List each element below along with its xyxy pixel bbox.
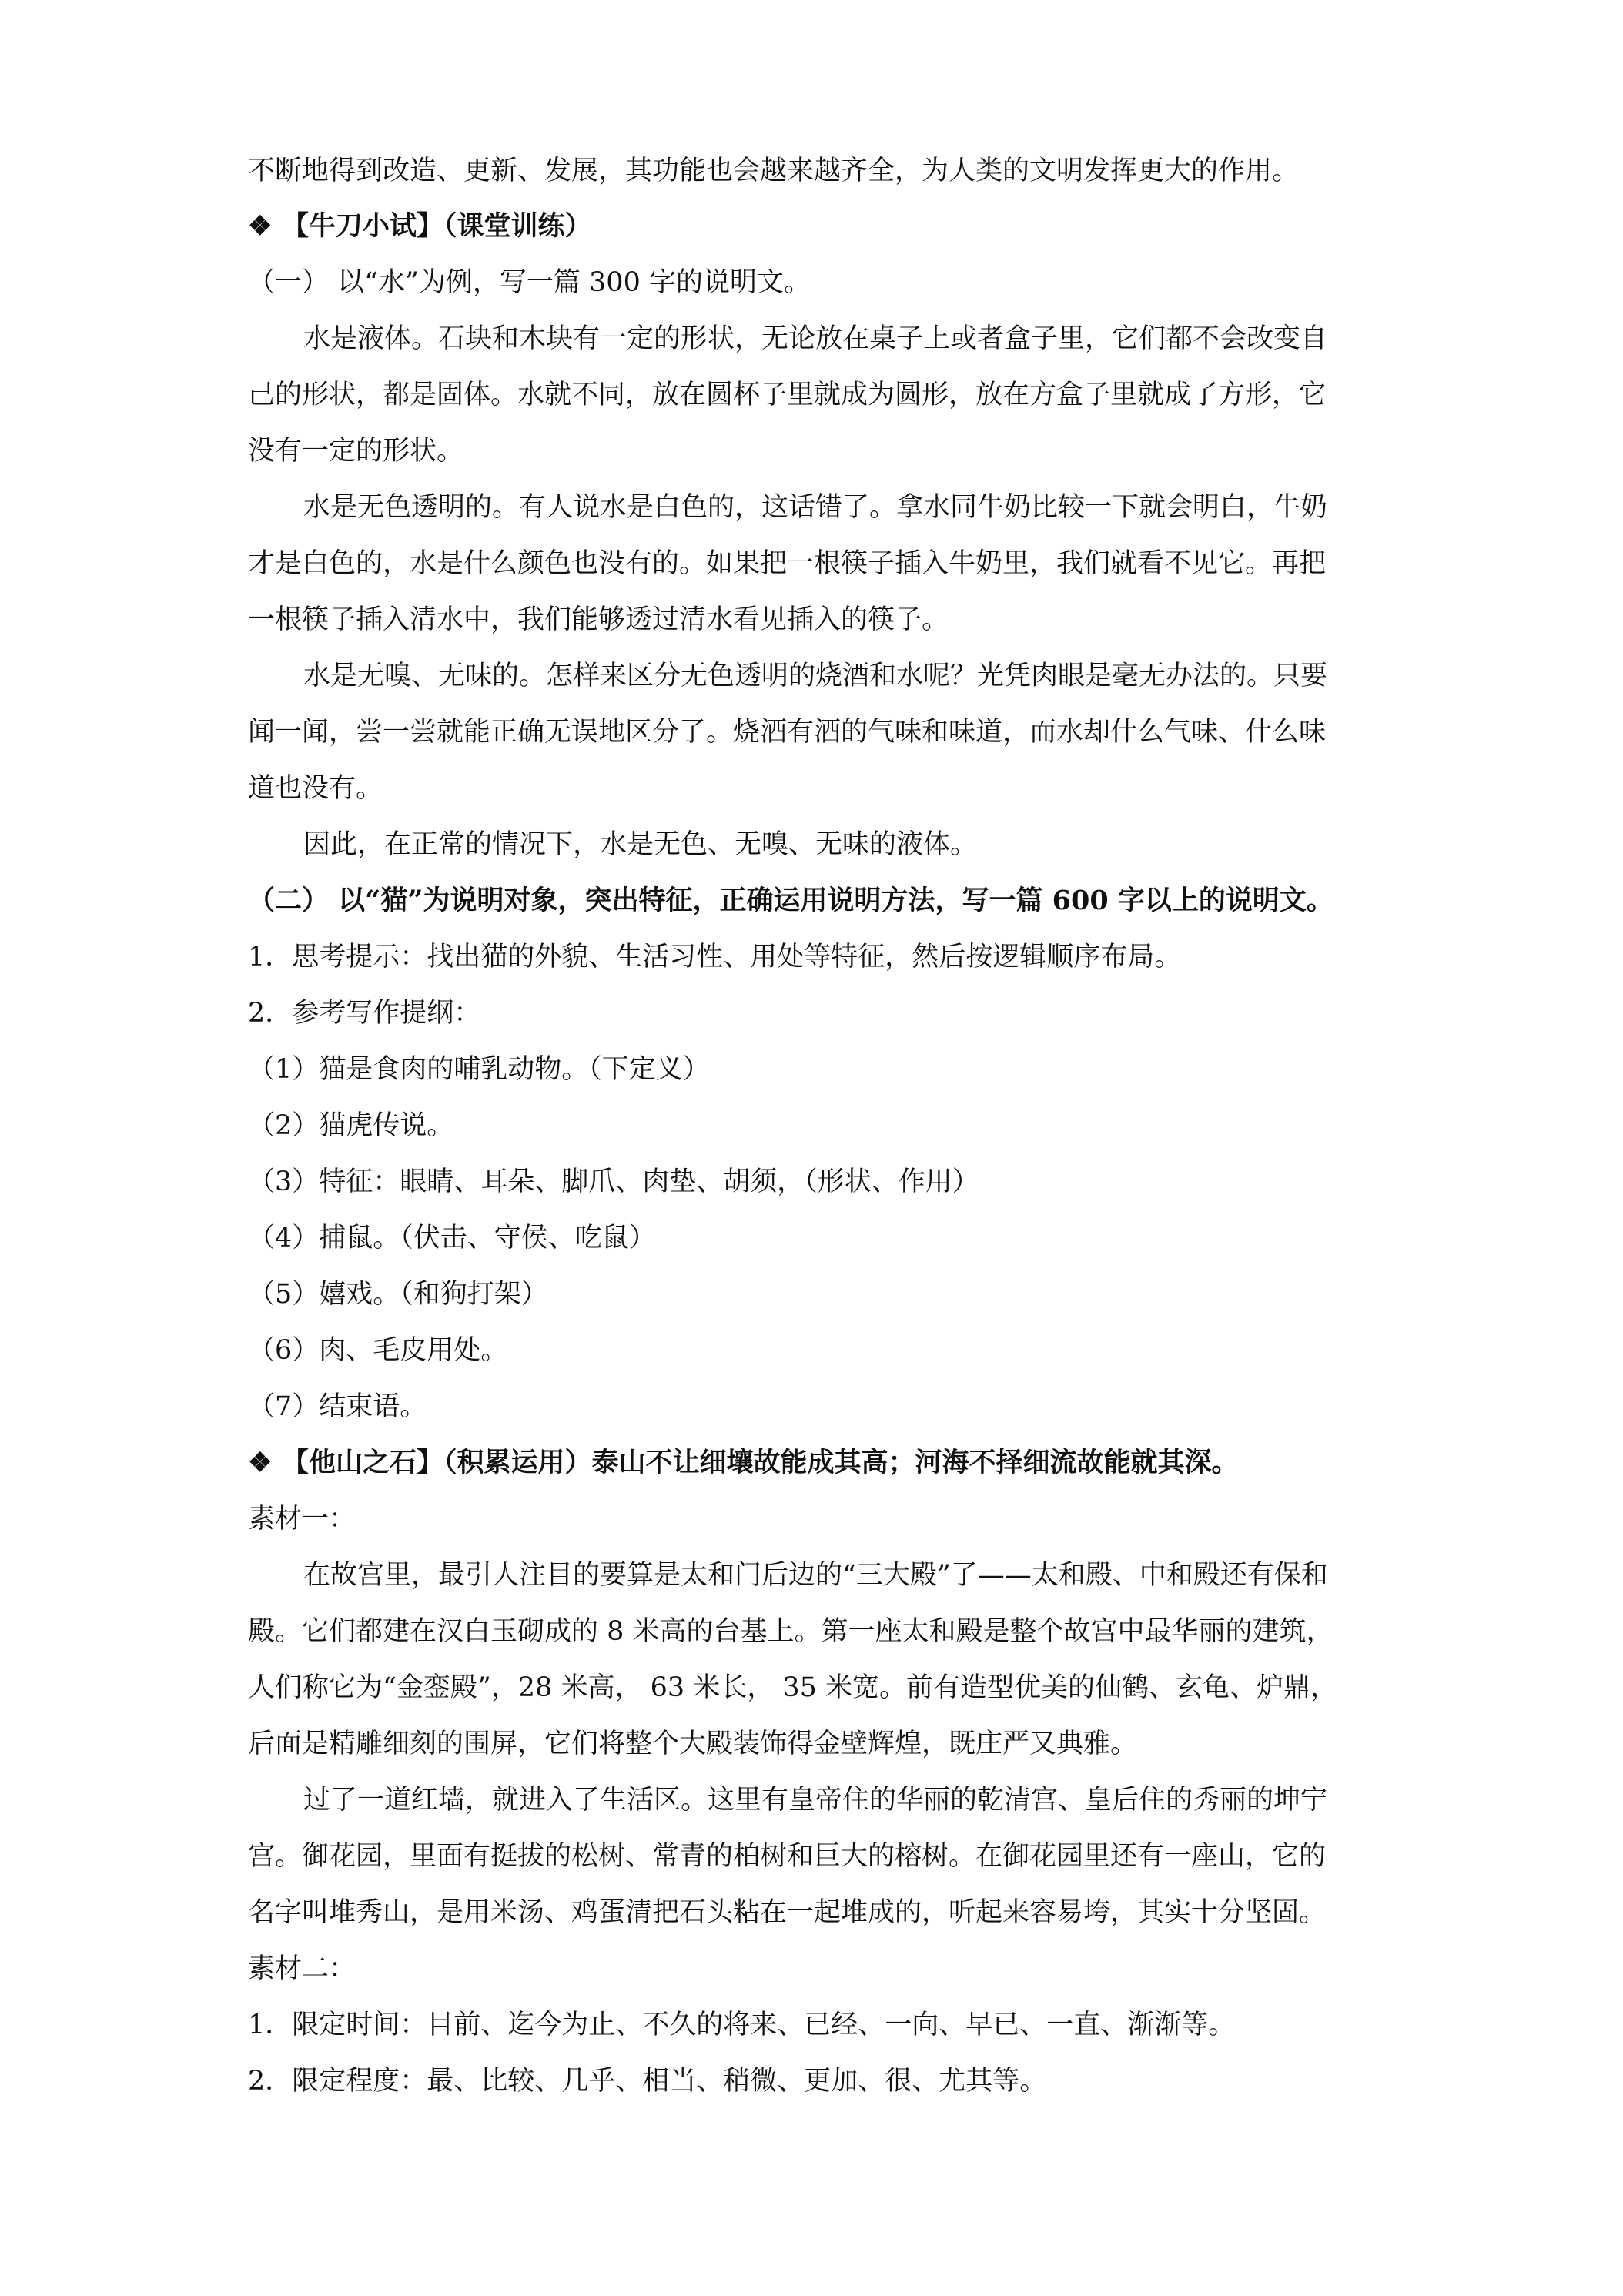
exercise-two-title: （二） 以“猫”为说明对象，突出特征，正确运用说明方法，写一篇 600 字以上的说明文。 xyxy=(248,885,1334,916)
outline-item: （5）嬉戏。（和狗打架） xyxy=(248,1279,548,1310)
exercise-one-title: （一） 以“水”为例，写一篇 300 字的说明文。 xyxy=(248,267,811,298)
text-line: 一根筷子插入清水中，我们能够透过清水看见插入的筷子。 xyxy=(248,604,949,635)
text-line: 道也没有。 xyxy=(248,773,383,804)
material-label: 素材二： xyxy=(248,1953,356,1984)
text-line: 闻一闻，尝一尝就能正确无误地区分了。烧酒有酒的气味和味道，而水却什么气味、什么味 xyxy=(248,717,1327,748)
material-label: 素材一： xyxy=(248,1504,356,1535)
text-line: 己的形状，都是固体。水就不同，放在圆杯子里就成为圆形，放在方盒子里就成了方形，它 xyxy=(248,380,1327,410)
list-item: 2．限定程度：最、比较、几乎、相当、稍微、更加、很、尤其等。 xyxy=(248,2066,1047,2097)
section-heading-tashan xyxy=(248,1444,1403,1482)
text-line: 因此，在正常的情况下，水是无色、无嗅、无味的液体。 xyxy=(303,829,978,860)
text-line: 过了一道红墙，就进入了生活区。这里有皇帝住的华丽的乾清宫、皇后住的秀丽的坤宁 xyxy=(303,1785,1328,1816)
text-line: 水是无嗅、无味的。怎样来区分无色透明的烧酒和水呢？光凭肉眼是毫无办法的。只要 xyxy=(303,661,1328,691)
diamond-bullet-icon: ❖ xyxy=(248,1447,273,1478)
text-line: 名字叫堆秀山，是用米汤、鸡蛋清把石头粘在一起堆成的，听起来容易垮，其实十分坚固。 xyxy=(248,1897,1327,1928)
text-line: 殿。它们都建在汉白玉砌成的 8 米高的台基上。第一座太和殿是整个故宫中最华丽的建筑， xyxy=(248,1616,1334,1647)
paragraph-continuation: 不断地得到改造、更新、发展，其功能也会越来越齐全，为人类的文明发挥更大的作用。 xyxy=(248,156,1300,186)
text-line: 后面是精雕细刻的围屏，它们将整个大殿装饰得金壁辉煌，既庄严又典雅。 xyxy=(248,1729,1138,1759)
list-item: 2．参考写作提纲： xyxy=(248,998,481,1029)
section-heading-text: 【他山之石】（积累运用）泰山不让细壤故能成其高；河海不择细流故能就其深。 xyxy=(282,1447,1239,1478)
text-line: 水是液体。石块和木块有一定的形状，无论放在桌子上或者盒子里，它们都不会改变自 xyxy=(303,323,1328,354)
outline-item: （7）结束语。 xyxy=(248,1391,427,1422)
text-line: 才是白色的，水是什么颜色也没有的。如果把一根筷子插入牛奶里，我们就看不见它。再把 xyxy=(248,548,1327,579)
outline-item: （6）肉、毛皮用处。 xyxy=(248,1335,508,1366)
list-item: 1．限定时间：目前、迄今为止、不久的将来、已经、一向、早已、一直、渐渐等。 xyxy=(248,2010,1236,2040)
diamond-bullet-icon: ❖ xyxy=(248,210,273,242)
section-heading-text: 【牛刀小试】（课堂训练） xyxy=(282,210,592,242)
list-item: 1．思考提示：找出猫的外貌、生活习性、用处等特征，然后按逻辑顺序布局。 xyxy=(248,942,1182,972)
section-heading-niudao xyxy=(248,207,1403,246)
outline-item: （1）猫是食肉的哺乳动物。（下定义） xyxy=(248,1054,710,1085)
text-line: 没有一定的形状。 xyxy=(248,436,464,467)
outline-item: （4）捕鼠。（伏击、守侯、吃鼠） xyxy=(248,1223,656,1253)
outline-item: （3）特征：眼睛、耳朵、脚爪、肉垫、胡须，（形状、作用） xyxy=(248,1166,979,1197)
outline-item: （2）猫虎传说。 xyxy=(248,1110,454,1141)
text-line: 宫。御花园，里面有挺拔的松树、常青的柏树和巨大的榕树。在御花园里还有一座山，它的 xyxy=(248,1841,1327,1872)
text-line: 水是无色透明的。有人说水是白色的，这话错了。拿水同牛奶比较一下就会明白，牛奶 xyxy=(303,492,1328,523)
text-line: 在故宫里，最引人注目的要算是太和门后边的“三大殿”了——太和殿、中和殿还有保和 xyxy=(303,1560,1328,1591)
text-line: 人们称它为“金銮殿”，28 米高， 63 米长， 35 米宽。前有造型优美的仙鹤、玄龟、炉鼎， xyxy=(248,1672,1338,1703)
